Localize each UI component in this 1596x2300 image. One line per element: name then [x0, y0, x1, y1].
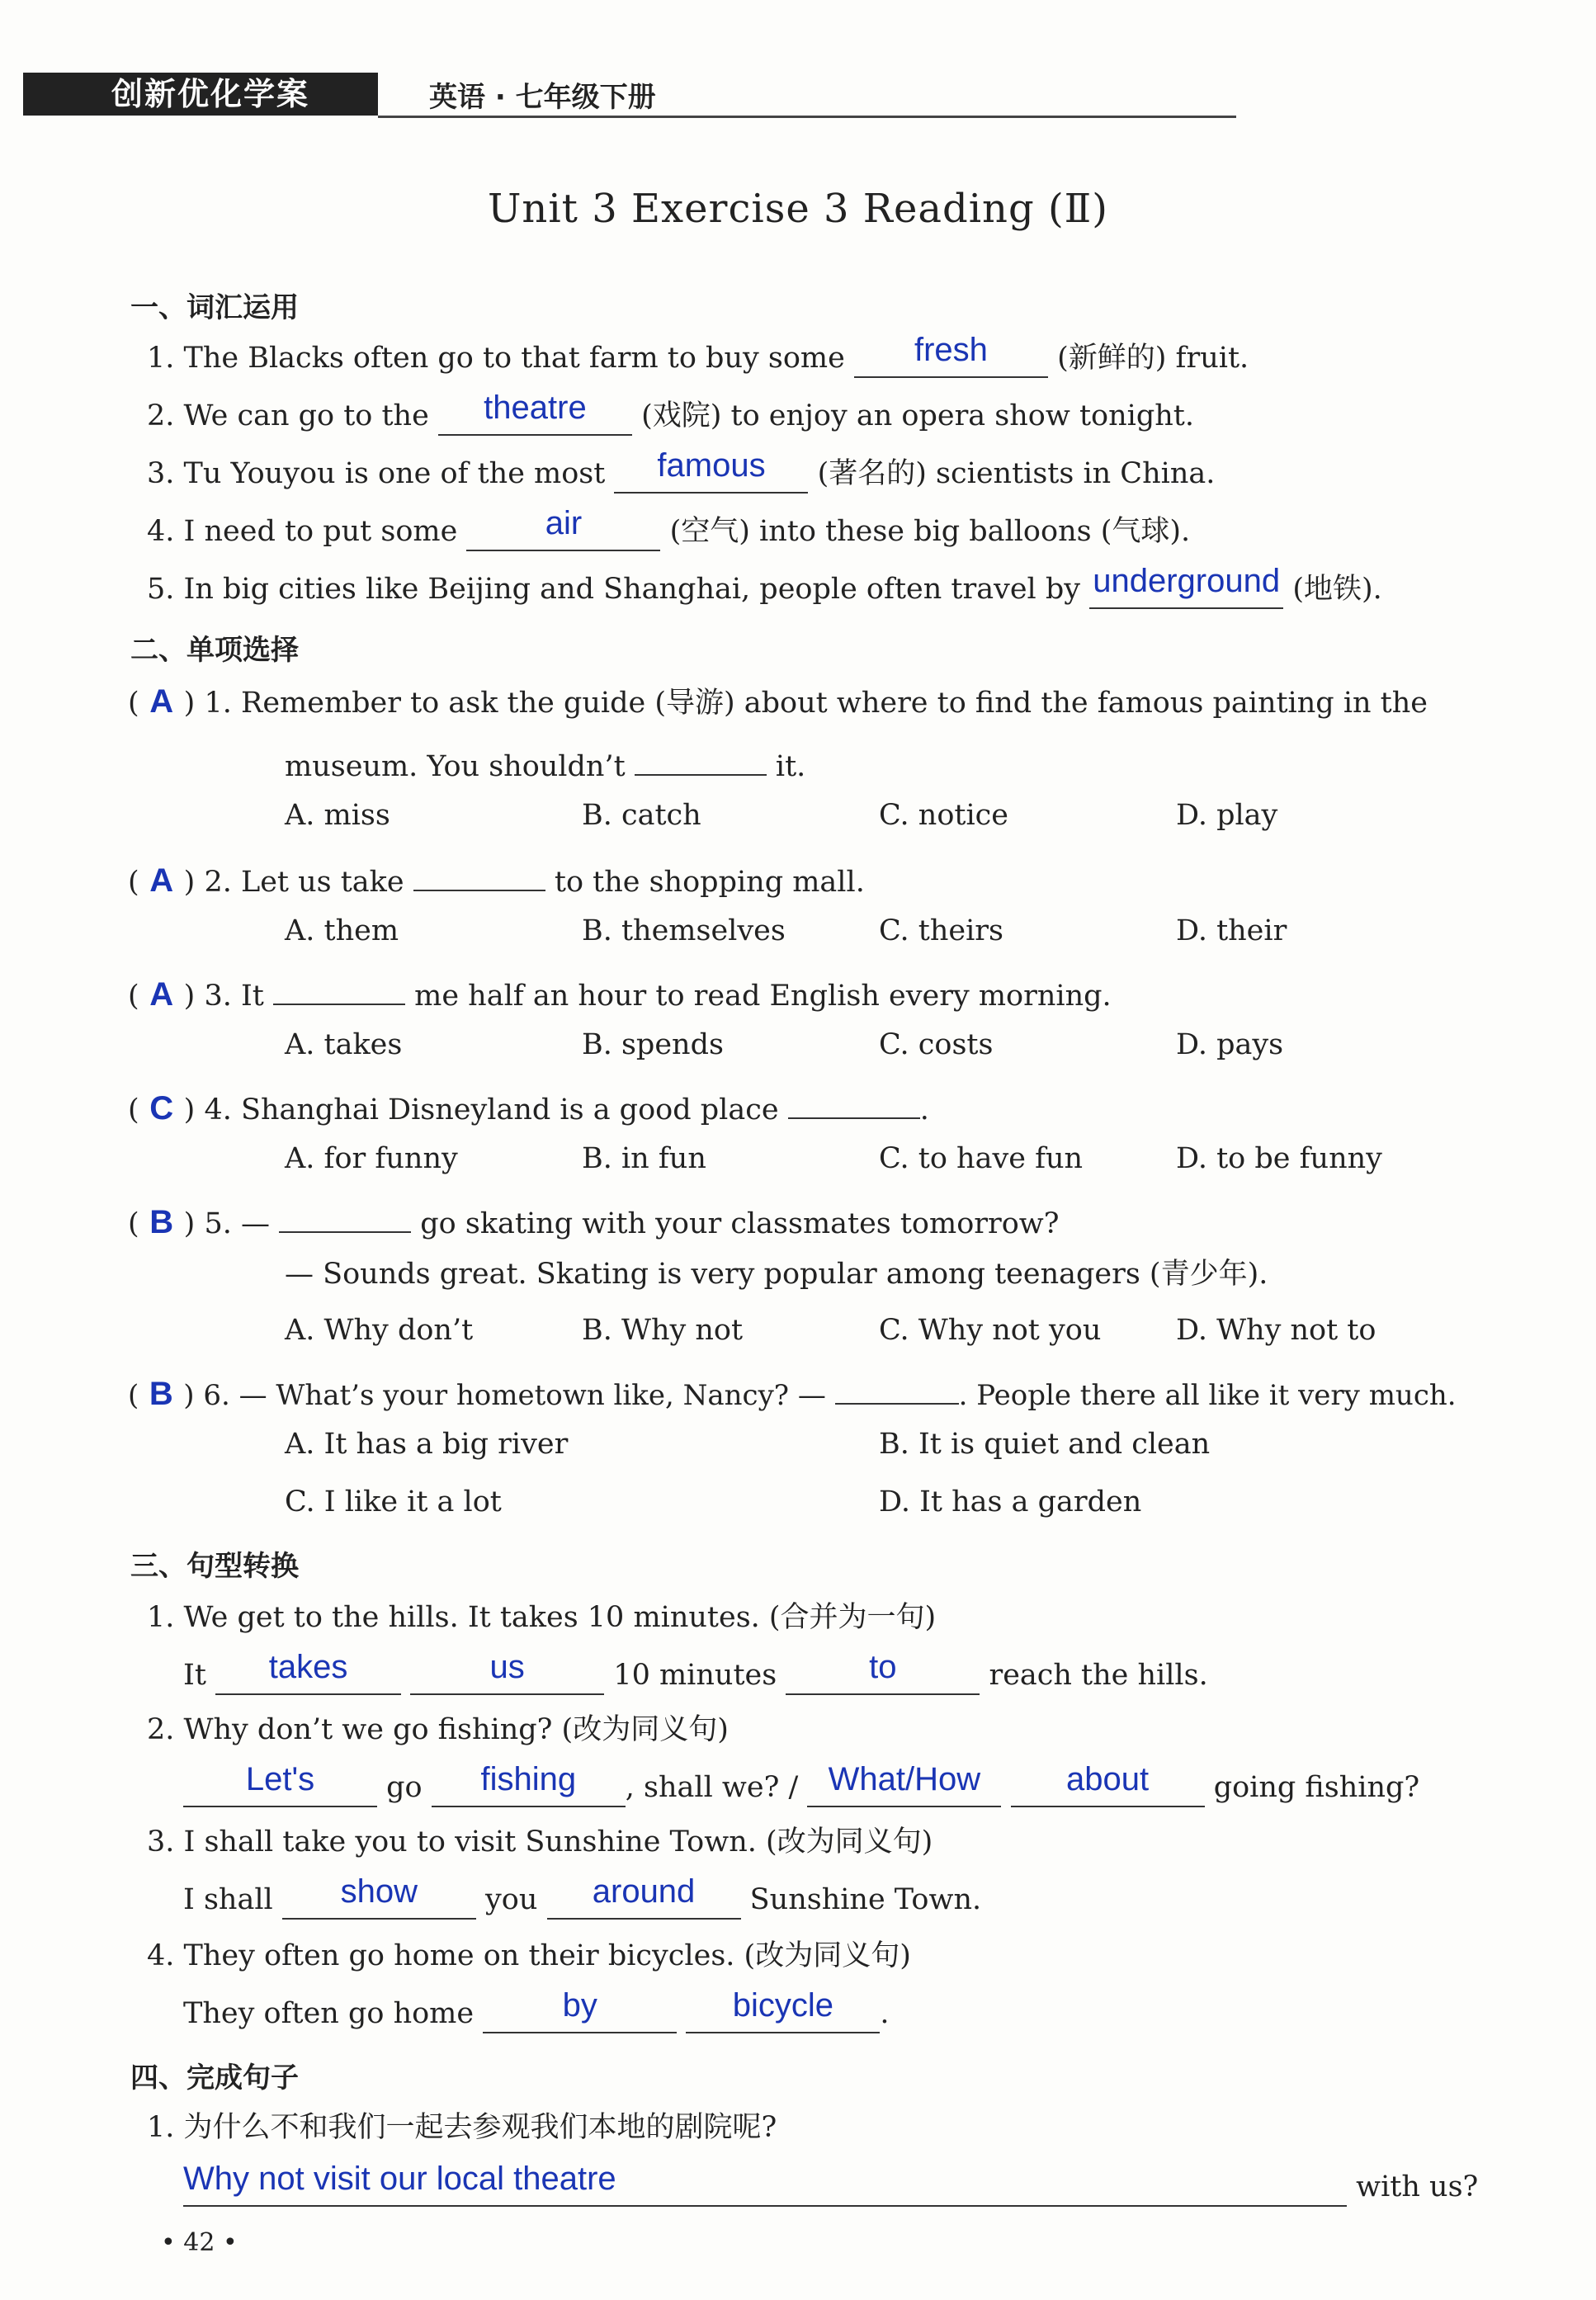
answer-blank[interactable]: What/How [807, 1768, 1001, 1807]
complete-question-1: 1. 为什么不和我们一起去参观我们本地的剧院呢? [147, 2111, 777, 2144]
transform-answer-4: They often go home by bicycle . [183, 1994, 890, 2033]
mc-answer[interactable]: A [149, 862, 174, 899]
transform-question-2: 2. Why don’t we go fishing? (改为同义句) [147, 1713, 729, 1746]
option-a: A. Why don’t [285, 1314, 474, 1347]
answer-blank[interactable] [413, 857, 545, 891]
answer-blank[interactable]: famous [614, 454, 808, 494]
answer-blank[interactable]: around [547, 1880, 741, 1920]
answer-blank[interactable]: us [410, 1655, 604, 1695]
mc-answer[interactable]: A [149, 683, 174, 720]
option-b: B. in fun [582, 1142, 706, 1175]
section-heading-transform: 三、句型转换 [130, 1550, 299, 1583]
answer-blank[interactable]: Why not visit our local theatre [183, 2167, 1347, 2207]
mc-question-5: ( B ) 5. — go skating with your classmates tomorrow? [128, 1198, 1060, 1242]
section-heading-vocab: 一、词汇运用 [130, 291, 299, 324]
option-c: C. I like it a lot [285, 1485, 502, 1518]
option-a: A. them [285, 914, 399, 947]
subject-label: 英语 · 七年级下册 [429, 81, 656, 114]
option-d: D. Why not to [1176, 1314, 1376, 1347]
mc-question-4: ( C ) 4. Shanghai Disneyland is a good place . [128, 1084, 929, 1128]
answer-blank[interactable]: theatre [438, 396, 632, 436]
option-c: C. notice [879, 799, 1008, 832]
transform-question-1: 1. We get to the hills. It takes 10 minutes. (合并为一句) [147, 1601, 937, 1634]
mc-question-6: ( B ) 6. — What’s your hometown like, Nancy? — . People there all like it very much. [128, 1370, 1457, 1414]
option-d: D. pays [1176, 1028, 1284, 1061]
answer-blank[interactable]: underground [1089, 569, 1283, 609]
option-d: D. their [1176, 914, 1287, 947]
answer-blank[interactable] [788, 1084, 920, 1119]
option-b: B. It is quiet and clean [879, 1428, 1211, 1461]
transform-answer-2: Let's go fishing , shall we? / What/How about going fishing? [183, 1768, 1419, 1807]
option-b: B. Why not [582, 1314, 744, 1347]
transform-answer-3: I shall show you around Sunshine Town. [183, 1880, 981, 1920]
option-c: C. costs [879, 1028, 994, 1061]
option-c: C. to have fun [879, 1142, 1084, 1175]
mc-answer[interactable]: B [149, 1204, 174, 1240]
answer-blank[interactable]: Let's [183, 1768, 377, 1807]
answer-blank[interactable] [273, 971, 405, 1005]
answer-blank[interactable]: show [282, 1880, 476, 1920]
mc-question-5-reply: — Sounds great. Skating is very popular among teenagers (青少年). [285, 1258, 1268, 1291]
transform-question-4: 4. They often go home on their bicycles. (改为同义句) [147, 1939, 911, 1972]
option-c: C. Why not you [879, 1314, 1102, 1347]
option-a: A. for funny [285, 1142, 458, 1175]
mc-answer[interactable]: C [149, 1090, 174, 1126]
answer-blank[interactable]: by [483, 1994, 677, 2033]
option-b: B. themselves [582, 914, 786, 947]
page-number: • 42 • [161, 2228, 238, 2257]
mc-answer[interactable]: B [149, 1376, 173, 1412]
mc-answer[interactable]: A [149, 976, 174, 1013]
answer-blank[interactable]: about [1011, 1768, 1205, 1807]
mc-question-3: ( A ) 3. It me half an hour to read English every morning. [128, 971, 1112, 1014]
option-b: B. spends [582, 1028, 724, 1061]
section-heading-mc: 二、单项选择 [130, 634, 299, 667]
complete-answer-1: Why not visit our local theatre with us? [183, 2167, 1478, 2207]
option-d: D. play [1176, 799, 1278, 832]
option-c: C. theirs [879, 914, 1003, 947]
option-a: A. takes [285, 1028, 403, 1061]
answer-blank[interactable]: fresh [854, 338, 1048, 378]
answer-blank[interactable]: fishing [432, 1768, 626, 1807]
answer-blank[interactable]: takes [215, 1655, 401, 1695]
answer-blank[interactable] [279, 1198, 411, 1233]
answer-blank[interactable] [835, 1370, 959, 1405]
answer-blank[interactable] [635, 741, 767, 776]
section-heading-complete: 四、完成句子 [130, 2061, 299, 2095]
mc-question-1-cont: museum. You shouldn’t it. [285, 741, 805, 785]
mc-question-2: ( A ) 2. Let us take to the shopping mall. [128, 857, 865, 900]
vocab-item-3: 3. Tu Youyou is one of the most famous (著名的) scientists in China. [147, 454, 1215, 494]
vocab-item-1: 1. The Blacks often go to that farm to buy some fresh (新鲜的) fruit. [147, 338, 1249, 378]
vocab-item-5: 5. In big cities like Beijing and Shanghai, people often travel by underground (地铁). [147, 569, 1382, 609]
option-d: D. to be funny [1176, 1142, 1382, 1175]
vocab-item-4: 4. I need to put some air (空气) into these big balloons (气球). [147, 512, 1190, 551]
option-a: A. It has a big river [285, 1428, 569, 1461]
answer-blank[interactable]: air [466, 512, 660, 551]
vocab-item-2: 2. We can go to the theatre (戏院) to enjoy an opera show tonight. [147, 396, 1194, 436]
page-title: Unit 3 Exercise 3 Reading (Ⅱ) [487, 186, 1109, 232]
option-b: B. catch [582, 799, 701, 832]
transform-question-3: 3. I shall take you to visit Sunshine Town. (改为同义句) [147, 1825, 933, 1858]
option-d: D. It has a garden [879, 1485, 1142, 1518]
answer-blank[interactable]: bicycle [686, 1994, 880, 2033]
answer-blank[interactable]: to [786, 1655, 980, 1695]
option-a: A. miss [285, 799, 390, 832]
brand-logo: 创新优化学案 [111, 76, 310, 112]
mc-question-1: ( A ) 1. Remember to ask the guide (导游) about where to find the famous painting in the [128, 683, 1428, 720]
header-rule [378, 116, 1236, 118]
transform-answer-1: It takes us 10 minutes to reach the hills. [183, 1655, 1208, 1695]
